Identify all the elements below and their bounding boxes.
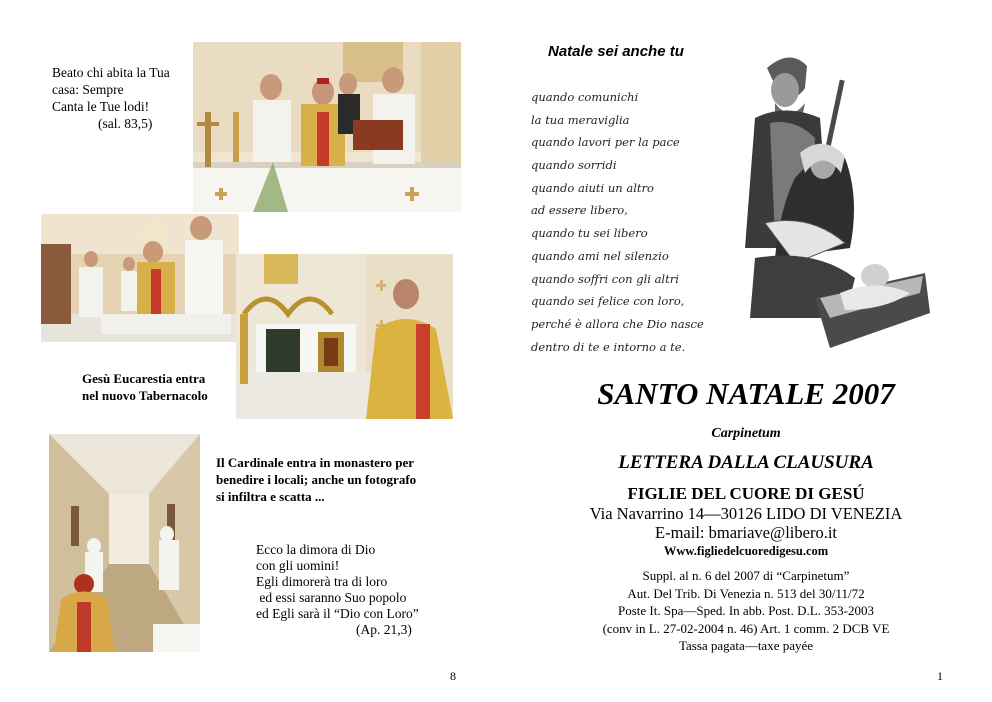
psalm-quote-line: Canta le Tue lodi! [52,99,150,114]
poem-title: Natale sei anche tu [548,43,684,60]
email: E-mail: bmariave@libero.it [655,523,837,542]
legal-line: Suppl. al n. 6 del 2007 di “Carpinetum” [642,568,850,583]
poem-line: la tua meraviglia [531,112,630,127]
poem-line: quando lavori per la pace [531,135,680,150]
page-number-left: 8 [450,669,456,683]
poem-line: quando sorridi [531,158,617,173]
caption-line: nel nuovo Tabernacolo [82,388,208,403]
poem [531,86,704,358]
quote-line: ed essi saranno Suo popolo [256,590,407,605]
poem-line: quando soffri con gli altri [531,271,679,286]
subtitle: Carpinetum [711,426,781,441]
address: Via Navarrino 14—30126 LIDO DI VENEZIA [589,504,903,523]
psalm-quote [52,64,170,132]
photo-mass-at-altar [193,42,461,212]
caption-line: Il Cardinale entra in monastero per [216,455,414,470]
caption-line: si infiltra e scatta ... [216,489,325,504]
legal-line: Aut. Del Trib. Di Venezia n. 513 del 30/11/72 [627,585,865,601]
apocalypse-reference: (Ap. 21,3) [356,622,412,637]
poem-line: dentro di te e intorno a te. [531,339,686,354]
org-name: FIGLIE DEL CUORE DI GESÚ [627,484,865,503]
tabernacle-caption [82,370,208,404]
poem-line: quando tu sei libero [531,226,648,241]
page-number-right: 1 [937,669,943,683]
poem-line: quando sei felice con loro, [531,294,685,309]
caption-line: benedire i locali; anche un fotografo [216,472,417,487]
quote-line: con gli uomini! [256,558,340,573]
poem-line: quando aiuti un altro [531,180,654,195]
psalm-quote-line: Beato chi abita la Tua [52,65,170,80]
main-title: SANTO NATALE 2007 [597,376,895,411]
cardinal-caption [216,454,416,505]
website: Www.figliedelcuoredigesu.com [663,544,829,558]
photo-tabernacle [236,254,453,419]
poem-line: ad essere libero, [531,203,628,218]
photo-cardinal-anointing [41,214,239,342]
nativity-illustration [735,48,935,360]
quote-line: Ecco la dimora di Dio [256,542,376,557]
poem-line: quando ami nel silenzio [531,248,669,263]
psalm-quote-line: casa: Sempre [52,82,124,97]
legal-line: Tassa pagata—taxe payée [678,638,814,653]
photo-monastery-corridor [49,434,200,652]
psalm-reference: (sal. 83,5) [98,116,153,131]
legal-notice [496,567,992,655]
quote-line: Egli dimorerà tra di loro [256,574,388,589]
poem-line: perché è allora che Dio nasce [531,316,704,331]
poem-line: quando comunichi [531,90,639,104]
legal-line: (conv in L. 27-02-2004 n. 46) Art. 1 comm. 2 DCB VE [602,620,890,636]
quote-line: ed Egli sarà il “Dio con Loro” [256,606,419,621]
legal-line: Poste It. Spa—Sped. In abb. Post. D.L. 353-2003 [617,603,875,618]
caption-line: Gesù Eucarestia entra [82,371,206,386]
letter-title: LETTERA DALLA CLAUSURA [618,452,874,473]
dwelling-quote [256,542,419,638]
